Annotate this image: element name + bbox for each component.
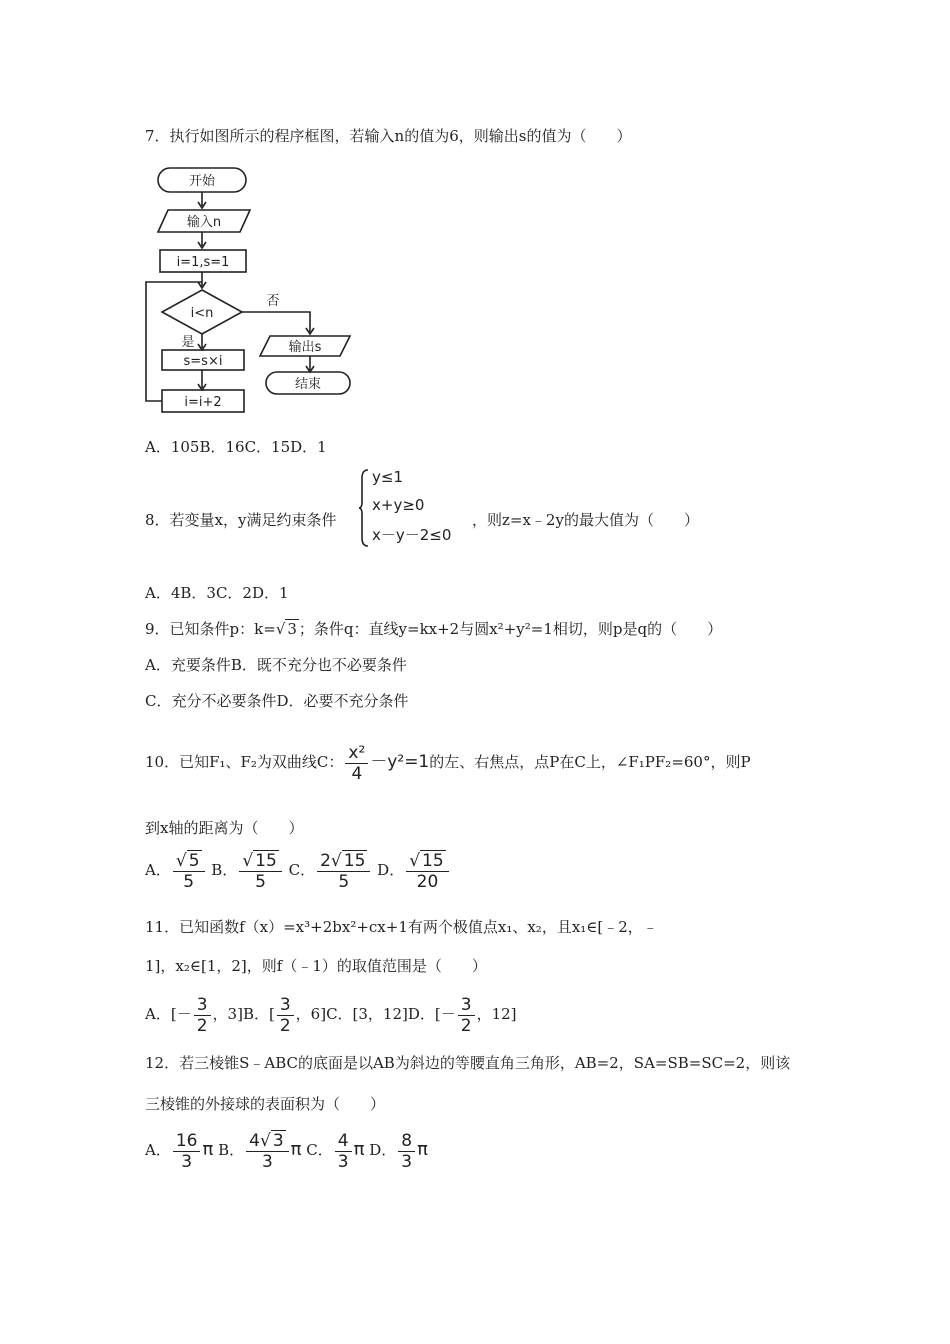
- q10-a-num: 5: [188, 850, 200, 871]
- q10-d-den: 20: [416, 871, 439, 892]
- q10-b-den: 5: [255, 871, 266, 892]
- q12-option-a-label: A．: [145, 1141, 171, 1159]
- q11-options: [145, 992, 517, 1036]
- q12-b-coef: 4: [249, 1130, 260, 1151]
- q11-d-num: 3: [458, 995, 475, 1016]
- q12-d-num: 8: [398, 1131, 415, 1152]
- q12-d-pi: π: [417, 1139, 428, 1160]
- q10-c-coef: 2: [320, 850, 331, 871]
- q12-a-frac: [173, 1131, 201, 1172]
- q12-option-c-label: C．: [306, 1141, 333, 1159]
- q12-b-frac: $\frac{4√ 3}{3}$: [246, 1131, 289, 1172]
- q12-b-pi: π: [290, 1139, 302, 1160]
- q11-d-frac: [458, 995, 475, 1036]
- q10-c-num: 15: [343, 850, 366, 871]
- q8-stem-suffix: ，则z=x﹣2y的最大值为（ ）: [472, 511, 699, 529]
- q11-stem-line1: 11．已知函数f（x）=x³+2bx²+cx+1有两个极值点x₁、x₂，且x₁∈[﹣2，﹣: [145, 918, 658, 936]
- q11-b-den: 2: [279, 1015, 291, 1036]
- q10-d-num: 15: [422, 850, 444, 871]
- q9-root: 3: [287, 620, 297, 638]
- q11-stem-line2: 1]，x₂∈[1，2]，则f（﹣1）的取值范围是（ ）: [145, 957, 487, 975]
- q9-prefix: 9．已知条件p：k=: [145, 620, 276, 638]
- q10-eq-den: 4: [351, 763, 363, 784]
- flow-start-label: 开始: [188, 174, 216, 189]
- q11-b-num: 3: [277, 995, 294, 1016]
- left-brace-icon: [358, 468, 370, 548]
- q11-d-den: 2: [460, 1015, 472, 1036]
- q7-options: A．105B．16C．15D．1: [145, 438, 327, 456]
- sqrt-icon: √: [275, 620, 286, 638]
- q8-stem-prefix: 8．若变量x，y满足约束条件: [145, 511, 337, 529]
- flow-end-label: 结束: [294, 377, 322, 392]
- q11-a-left: [－: [170, 1005, 192, 1023]
- q10-option-d-value: $\frac{√ 15}{20}$: [406, 851, 448, 892]
- q9-options-ab: A．充要条件B．既不充分也不必要条件: [145, 656, 407, 674]
- q11-a-right: ，3]: [212, 1005, 243, 1023]
- q12-c-frac: [335, 1131, 352, 1172]
- q11-option-b-label: B．: [242, 1005, 269, 1023]
- q10-a-den: 5: [183, 871, 195, 892]
- q12-option-b-label: B．: [218, 1141, 245, 1159]
- q12-a-den: 3: [181, 1151, 193, 1172]
- q8-constraint-3: x－y－2≤0: [372, 526, 452, 544]
- q10-eq-num: x²: [345, 743, 368, 764]
- q12-d-den: 3: [401, 1151, 413, 1172]
- q11-b-frac: [277, 995, 294, 1036]
- q12-a-num: 16: [173, 1131, 201, 1152]
- q11-option-d-label: D．: [407, 1005, 435, 1023]
- q10-options: [145, 848, 451, 892]
- q11-b-left: [: [268, 1005, 275, 1023]
- q10-b-num: 15: [255, 850, 277, 871]
- q10-option-b-label: B．: [211, 861, 238, 879]
- q10-option-b-value: $\frac{√ 15}{5}$: [239, 851, 281, 892]
- q10-prefix: 10．已知F₁、F₂为双曲线C：: [145, 753, 344, 771]
- q12-c-pi: π: [353, 1139, 365, 1160]
- q10-suffix: 的左、右焦点，点P在C上，∠F₁PF₂=60°，则P: [429, 753, 751, 771]
- flow-output-label: 输出s: [288, 340, 322, 355]
- q12-c-den: 3: [337, 1151, 349, 1172]
- q9-suffix: ；条件q：直线y=kx+2与圆x²+y²=1相切，则p是q的（ ）: [298, 620, 723, 638]
- flow-yes-label: 是: [181, 335, 195, 350]
- q12-a-pi: π: [202, 1139, 214, 1160]
- q10-option-d-label: D．: [377, 861, 405, 879]
- q9-options-cd: C．充分不必要条件D．必要不充分条件: [145, 692, 409, 710]
- q8-options: A．4B．3C．2D．1: [145, 584, 289, 602]
- q10-stem: [145, 738, 751, 786]
- q12-b-den: 3: [261, 1151, 273, 1172]
- q8-constraint-2: x+y≥0: [372, 496, 425, 514]
- flow-input-label: 输入n: [186, 215, 222, 230]
- q12-c-num: 4: [335, 1131, 352, 1152]
- q10-eq-rest: －y²=1: [370, 752, 430, 772]
- flow-cond-label: i<n: [190, 306, 214, 321]
- q8-constraint-1: y≤1: [372, 468, 403, 486]
- q7-stem: 7．执行如图所示的程序框图，若输入n的值为6，则输出s的值为（ ）: [145, 127, 632, 145]
- q12-d-frac: [398, 1131, 415, 1172]
- flowchart: [140, 160, 360, 430]
- q10-option-c-label: C．: [288, 861, 316, 879]
- q10-stem-line2: 到x轴的距离为（ ）: [145, 819, 304, 837]
- q11-a-num: 3: [194, 995, 211, 1016]
- q12-options: [145, 1128, 428, 1172]
- q10-option-a-value: $\frac{√ 5}{5}$: [173, 851, 205, 892]
- flow-mult-label: s=s×i: [183, 354, 223, 369]
- q12-b-num: 3: [272, 1130, 284, 1151]
- q9-stem: [145, 619, 722, 639]
- q12-option-d-label: D．: [369, 1141, 397, 1159]
- flow-incr-label: i=i+2: [184, 395, 222, 410]
- q10-option-a-label: A．: [145, 861, 171, 879]
- flow-init-label: i=1,s=1: [176, 255, 230, 270]
- q10-option-c-value: $\frac{2√ 15}{5}$: [317, 851, 370, 892]
- q11-a-frac: [194, 995, 211, 1036]
- flow-no-label: 否: [266, 294, 280, 309]
- q12-stem-line1: 12．若三棱锥S﹣ABC的底面是以AB为斜边的等腰直角三角形，AB=2，SA=SB=SC=2，则该: [145, 1054, 791, 1072]
- q11-option-a-label: A．: [145, 1005, 171, 1023]
- q11-option-c: C．[3，12]: [326, 1005, 408, 1023]
- q11-b-right: ，6]: [295, 1005, 327, 1023]
- q11-d-left: [－: [434, 1005, 456, 1023]
- q11-d-right: ，12]: [476, 1005, 517, 1023]
- q10-c-den: 5: [338, 871, 350, 892]
- q10-hyperbola-fraction: [345, 743, 368, 784]
- q12-stem-line2: 三棱锥的外接球的表面积为（ ）: [145, 1095, 386, 1113]
- q8-constraint-system: [358, 468, 470, 548]
- q11-a-den: 2: [196, 1015, 208, 1036]
